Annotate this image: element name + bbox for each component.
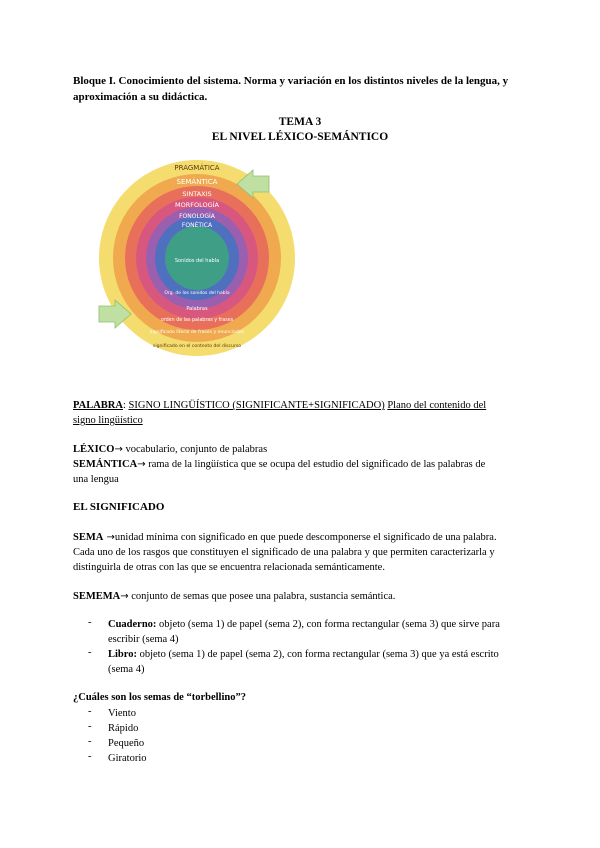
label-semantica: SEMÁNTICA (176, 178, 218, 186)
semema-text: conjunto de semas que posee una palabra, sustancia semántica. (128, 591, 396, 602)
inner-label-2: Org. de los sonidos del habla (164, 291, 230, 296)
block-heading (73, 73, 528, 105)
palabra-plane-line2: signo lingüístico (73, 415, 143, 426)
label-pragmatica: PRAGMÁTICA (174, 164, 220, 172)
answer-bullet-3: - (88, 736, 92, 747)
label-fonologia: FONOLOGÍA (179, 213, 215, 220)
example-cuaderno (108, 617, 548, 647)
label-fonetica: FONÉTICA (181, 222, 213, 229)
lexico-text: vocabulario, conjunto de palabras (122, 444, 268, 455)
label-sintaxis: SINTAXIS (182, 190, 212, 198)
semema-arrow-icon: → (120, 591, 129, 602)
lexico-arrow-icon: → (114, 444, 123, 455)
torbellino-question: ¿Cuáles son los semas de “torbellino”? (73, 692, 246, 703)
sema-term: SEMA (73, 532, 104, 543)
block-heading-line1: Bloque I. Conocimiento del sistema. Norma y variación en los distintos niveles de la lengua, y (73, 75, 509, 87)
sema-paragraph (73, 530, 528, 575)
sema-line3: distinguirla de otras con las que se encuentra relacionada semánticamente. (73, 562, 385, 573)
label-morfologia: MORFOLOGÍA (174, 201, 220, 209)
significado-heading: EL SIGNIFICADO (73, 501, 165, 513)
palabra-paragraph (73, 398, 528, 428)
inner-label-6: significado en el contexto del discurso (152, 344, 242, 349)
semantica-paragraph (73, 457, 528, 487)
semema-term: SEMEMA (73, 591, 121, 602)
answer-item: Rápido (108, 723, 139, 734)
answer-bullet-4: - (88, 751, 92, 762)
inner-label-1: Sonidos del habla (174, 258, 220, 264)
example-cuaderno-line1: objeto (sema 1) de papel (sema 2), con forma rectangular (sema 3) que sirve para (156, 619, 500, 630)
example-bullet-1: - (88, 617, 92, 628)
answer-item: Pequeño (108, 738, 145, 749)
sema-arrow-icon: → (103, 532, 115, 543)
example-bullet-2: - (88, 647, 92, 658)
semantica-line2: una lengua (73, 474, 119, 485)
palabra-colon: : (122, 400, 129, 411)
tema-number: TEMA 3 (278, 116, 322, 128)
palabra-plane-line1: Plano del contenido del (387, 400, 487, 411)
inner-label-4: orden de las palabras y frases (160, 318, 234, 323)
lexico-term: LÉXICO (73, 444, 115, 455)
inner-label-3: Palabras (186, 306, 208, 312)
sema-line1: unidad mínima con significado en que puede descomponerse el significado de una palabra. (114, 532, 497, 543)
answer-item: Viento (108, 708, 136, 719)
example-cuaderno-line2: escribir (sema 4) (108, 634, 179, 645)
palabra-term: PALABRA (73, 400, 123, 411)
semema-paragraph (73, 589, 528, 604)
example-libro-term: Libro: (108, 649, 137, 660)
example-cuaderno-term: Cuaderno: (108, 619, 157, 630)
example-libro-line2: (sema 4) (108, 664, 145, 675)
linguistic-levels-diagram (97, 158, 297, 358)
lexico-paragraph (73, 442, 528, 457)
example-libro (108, 647, 548, 677)
palabra-definition: SIGNO LINGÜÍSTICO (SIGNIFICANTE+SIGNIFICADO) (128, 400, 385, 411)
block-heading-line2: aproximación a su didáctica. (73, 91, 208, 103)
answer-bullet-2: - (88, 721, 92, 732)
semantica-term: SEMÁNTICA (73, 459, 138, 470)
semantica-line1: rama de la lingüística que se ocupa del estudio del significado de las palabras de (145, 459, 486, 470)
tema-title: EL NIVEL LÉXICO-SEMÁNTICO (211, 131, 389, 143)
sema-line2: Cada uno de los rasgos que constituyen el significado de una palabra y que permiten caracterizarla y (73, 547, 495, 558)
inner-label-5: significado literal de frases y enunciados (150, 330, 244, 335)
answer-item: Giratorio (108, 753, 147, 764)
semantica-arrow-icon: → (137, 459, 146, 470)
example-libro-line1: objeto (sema 1) de papel (sema 2), con forma rectangular (sema 3) que ya está escrito (136, 649, 499, 660)
answer-bullet-1: - (88, 706, 92, 717)
